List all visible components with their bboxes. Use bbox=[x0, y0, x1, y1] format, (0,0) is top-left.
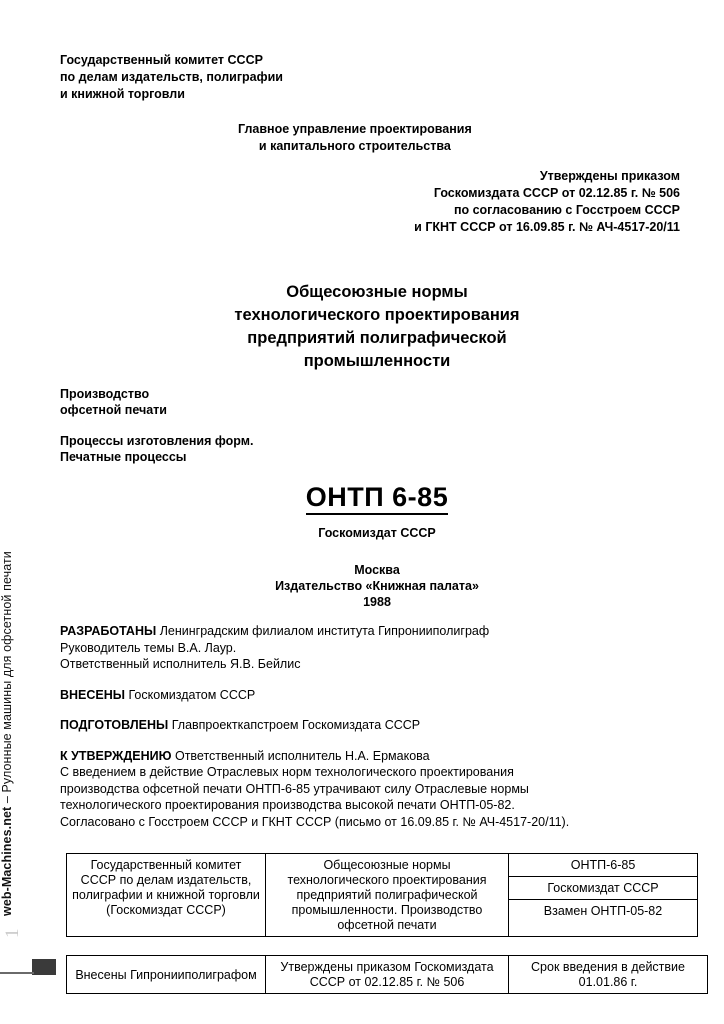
table-cell-norms: Общесоюзные нормы технологического проектирования предприятий полиграфической промышленности. Производство офсетной печати bbox=[266, 854, 509, 937]
title-line-4: промышленности bbox=[303, 352, 451, 370]
credits-gap-2 bbox=[60, 703, 680, 717]
table-cell-codes bbox=[509, 854, 698, 937]
watermark-tagline: – Рулонные машины для офсетной печати bbox=[0, 551, 14, 807]
department-line-1: Главное управление проектирования bbox=[238, 122, 472, 136]
issuer-line-1: Государственный комитет СССР bbox=[60, 53, 263, 67]
credit-submitted-label: ВНЕСЕНЫ bbox=[60, 687, 126, 702]
title-line-2: технологического проектирования bbox=[234, 306, 520, 324]
codes-subtable bbox=[509, 854, 697, 922]
credit-prepared-label: ПОДГОТОВЛЕНЫ bbox=[60, 718, 169, 732]
table-row bbox=[67, 956, 708, 994]
code-publisher: Госкомиздат СССР bbox=[509, 877, 697, 900]
credit-approval bbox=[60, 748, 680, 765]
approval-line-4: и ГКНТ СССР от 16.09.85 г. № АЧ-4517-20/11 bbox=[414, 220, 680, 234]
table-row bbox=[509, 900, 697, 923]
credit-approval-line-2: производства офсетной печати ОНТП-6-85 утрачивают силу Отраслевые нормы bbox=[60, 781, 529, 796]
credit-submitted bbox=[60, 687, 680, 704]
document-code-value: ОНТП 6-85 bbox=[306, 482, 448, 515]
table-cell-authority: Государственный комитет СССР по делам издательств, полиграфии и книжной торговли (Госкомиздат СССР) bbox=[67, 854, 266, 937]
watermark-brand: web-Machines.net bbox=[0, 806, 14, 916]
credits-gap-3 bbox=[60, 734, 680, 748]
credit-developed-label: РАЗРАБОТАНЫ bbox=[60, 624, 157, 638]
corner-marker-bar bbox=[32, 959, 56, 975]
credit-developed bbox=[60, 623, 680, 640]
department-line-2: и капитального строительства bbox=[258, 139, 451, 153]
imprint-year: 1988 bbox=[363, 595, 391, 609]
credit-prepared-text: Главпроекткапстроем Госкомиздата СССР bbox=[168, 718, 421, 732]
processes-line-1: Процессы изготовления форм. bbox=[60, 434, 254, 448]
table-row bbox=[509, 877, 697, 900]
page-number: 1 bbox=[2, 928, 23, 938]
credits-section bbox=[60, 623, 680, 830]
processes-block bbox=[60, 433, 253, 465]
approval-table bbox=[66, 955, 708, 994]
credit-approval-line-1: С введением в действие Отраслевых норм технологического проектирования bbox=[60, 765, 514, 779]
approval-line-2: Госкомиздата СССР от 02.12.85 г. № 506 bbox=[433, 186, 680, 200]
credits-gap-1 bbox=[60, 673, 680, 687]
credit-approval-line-3: технологического проектирования производства высокой печати ОНТП-05-82. bbox=[60, 798, 515, 812]
production-block bbox=[60, 386, 167, 418]
imprint-block bbox=[0, 562, 724, 610]
department-block bbox=[238, 121, 472, 155]
credit-approval-line-4: Согласовано с Госстроем СССР и ГКНТ СССР (письмо от 16.09.85 г. № АЧ-4517-20/11). bbox=[60, 814, 570, 829]
table-cell-effective-date: Срок введения в действие 01.01.86 г. bbox=[509, 956, 708, 994]
title-line-1: Общесоюзные нормы bbox=[286, 283, 468, 301]
page-title bbox=[0, 281, 724, 373]
code-current: ОНТП-6-85 bbox=[509, 854, 697, 877]
issuer-line-3: и книжной торговли bbox=[60, 87, 185, 101]
title-line-3: предприятий полиграфической bbox=[247, 329, 507, 347]
production-line-1: Производство bbox=[60, 387, 150, 401]
credit-developed-line-1: Руководитель темы В.А. Лаур. bbox=[60, 640, 237, 655]
approval-line-1: Утверждены приказом bbox=[539, 169, 680, 183]
credit-approval-label: К УТВЕРЖДЕНИЮ bbox=[60, 748, 172, 763]
credit-developed-text: Ленинградским филиалом института Гипронииполиграф bbox=[156, 624, 490, 638]
imprint-city: Москва bbox=[354, 563, 400, 577]
publisher-name: Госкомиздат СССР bbox=[318, 526, 436, 540]
credit-developed-line-2: Ответственный исполнитель Я.В. Бейлис bbox=[60, 657, 301, 671]
table-cell-submitted-by: Внесены Гипронииполиграфом bbox=[67, 956, 266, 994]
credit-approval-text: Ответственный исполнитель Н.А. Ермакова bbox=[171, 748, 430, 763]
table-cell-approved-by: Утверждены приказом Госкомиздата СССР от 02.12.85 г. № 506 bbox=[266, 956, 509, 994]
table-row bbox=[509, 854, 697, 877]
credit-submitted-text: Госкомиздатом СССР bbox=[125, 687, 256, 702]
document-code bbox=[0, 482, 724, 513]
table-row bbox=[67, 854, 698, 937]
issuer-line-2: по делам издательств, полиграфии bbox=[60, 70, 283, 84]
identification-table bbox=[66, 853, 698, 937]
corner-marker-rule bbox=[0, 972, 34, 974]
imprint-publisher: Издательство «Книжная палата» bbox=[275, 579, 479, 593]
processes-line-2: Печатные процессы bbox=[60, 450, 187, 464]
approval-block bbox=[414, 168, 680, 236]
credit-prepared bbox=[60, 717, 680, 734]
production-line-2: офсетной печати bbox=[60, 403, 167, 417]
approval-line-3: по согласованию с Госстроем СССР bbox=[453, 203, 680, 217]
code-replaces: Взамен ОНТП-05-82 bbox=[543, 904, 663, 918]
issuing-authority bbox=[60, 52, 283, 103]
